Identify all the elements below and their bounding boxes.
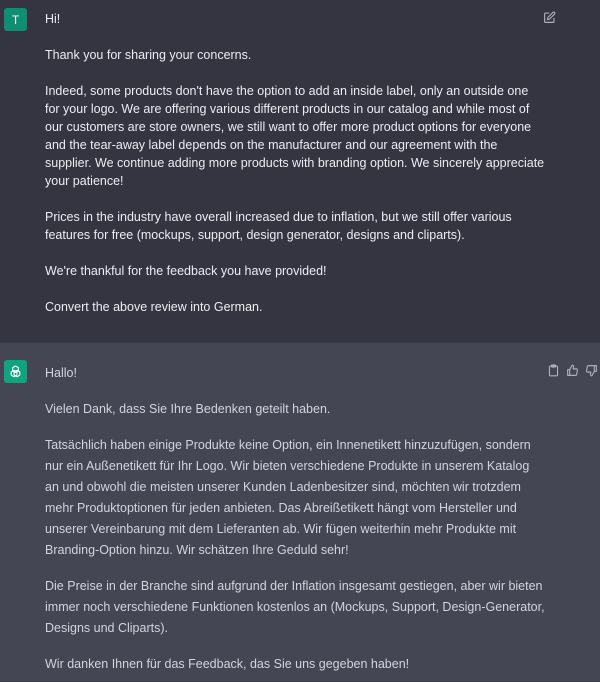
- openai-logo-icon: [8, 364, 23, 379]
- assistant-message-tools: [547, 364, 598, 377]
- assistant-paragraph: Hallo!: [45, 366, 77, 380]
- user-paragraph: Prices in the industry have overall increased due to inflation, but we still offer various features for free (mockups, support, design generator, designs and cliparts).: [45, 210, 516, 242]
- assistant-message: [0, 343, 600, 682]
- thumbs-down-icon[interactable]: [585, 364, 598, 377]
- thumbs-up-icon[interactable]: [566, 364, 579, 377]
- user-paragraph: Hi!: [45, 12, 61, 26]
- assistant-paragraph: Tatsächlich haben einige Produkte keine Option, ein Innenetikett hinzuzufügen, sondern nur ein Außenetikett für Ihr Logo. Wir bieten verschiedene Produkte in unserem Katalog an und obwohl die meisten unserer Kunden Ladenbesitzer sind, möchten wir trotzdem mehr Produktoptionen für jeden anbieten. Das Abreißetikett hängt vom Hersteller und unserer Vereinbarung mit dem Lieferanten ab. Wir fügen weiterhin mehr Produkte mit Branding-Option hinzu. Wir schätzen Ihre Geduld sehr!: [45, 438, 535, 557]
- assistant-paragraph: Vielen Dank, dass Sie Ihre Bedenken geteilt haben.: [45, 402, 331, 416]
- user-paragraph: Indeed, some products don't have the option to add an inside label, only an outside one for your logo. We are offering various different products in our catalog and while most of our customers are store owners, we still want to offer more product options for everyone and the tear-away label depends on the manufacturer and our agreement with the supplier. We continue adding more products with branding option. We sincerely appreciate your patience!: [45, 84, 548, 188]
- assistant-paragraph: Die Preise in der Branche sind aufgrund der Inflation insgesamt gestiegen, aber wir bieten immer noch verschiedene Funktionen kostenlos an (Mockups, Support, Design-Generator, Designs und Cliparts).: [45, 579, 549, 635]
- assistant-paragraph: Wir danken Ihnen für das Feedback, das Sie uns gegeben haben!: [45, 657, 410, 671]
- user-message-text: [45, 10, 548, 334]
- assistant-avatar: [4, 360, 27, 383]
- user-paragraph: We're thankful for the feedback you have provided!: [45, 264, 327, 278]
- user-avatar: [4, 8, 27, 31]
- user-paragraph: Convert the above review into German.: [45, 300, 263, 314]
- clipboard-icon[interactable]: [547, 364, 560, 377]
- user-paragraph: Thank you for sharing your concerns.: [45, 48, 252, 62]
- user-avatar-letter: T: [11, 12, 20, 27]
- user-message-tools: [543, 11, 556, 24]
- edit-icon[interactable]: [543, 11, 556, 24]
- assistant-message-text: [45, 363, 549, 682]
